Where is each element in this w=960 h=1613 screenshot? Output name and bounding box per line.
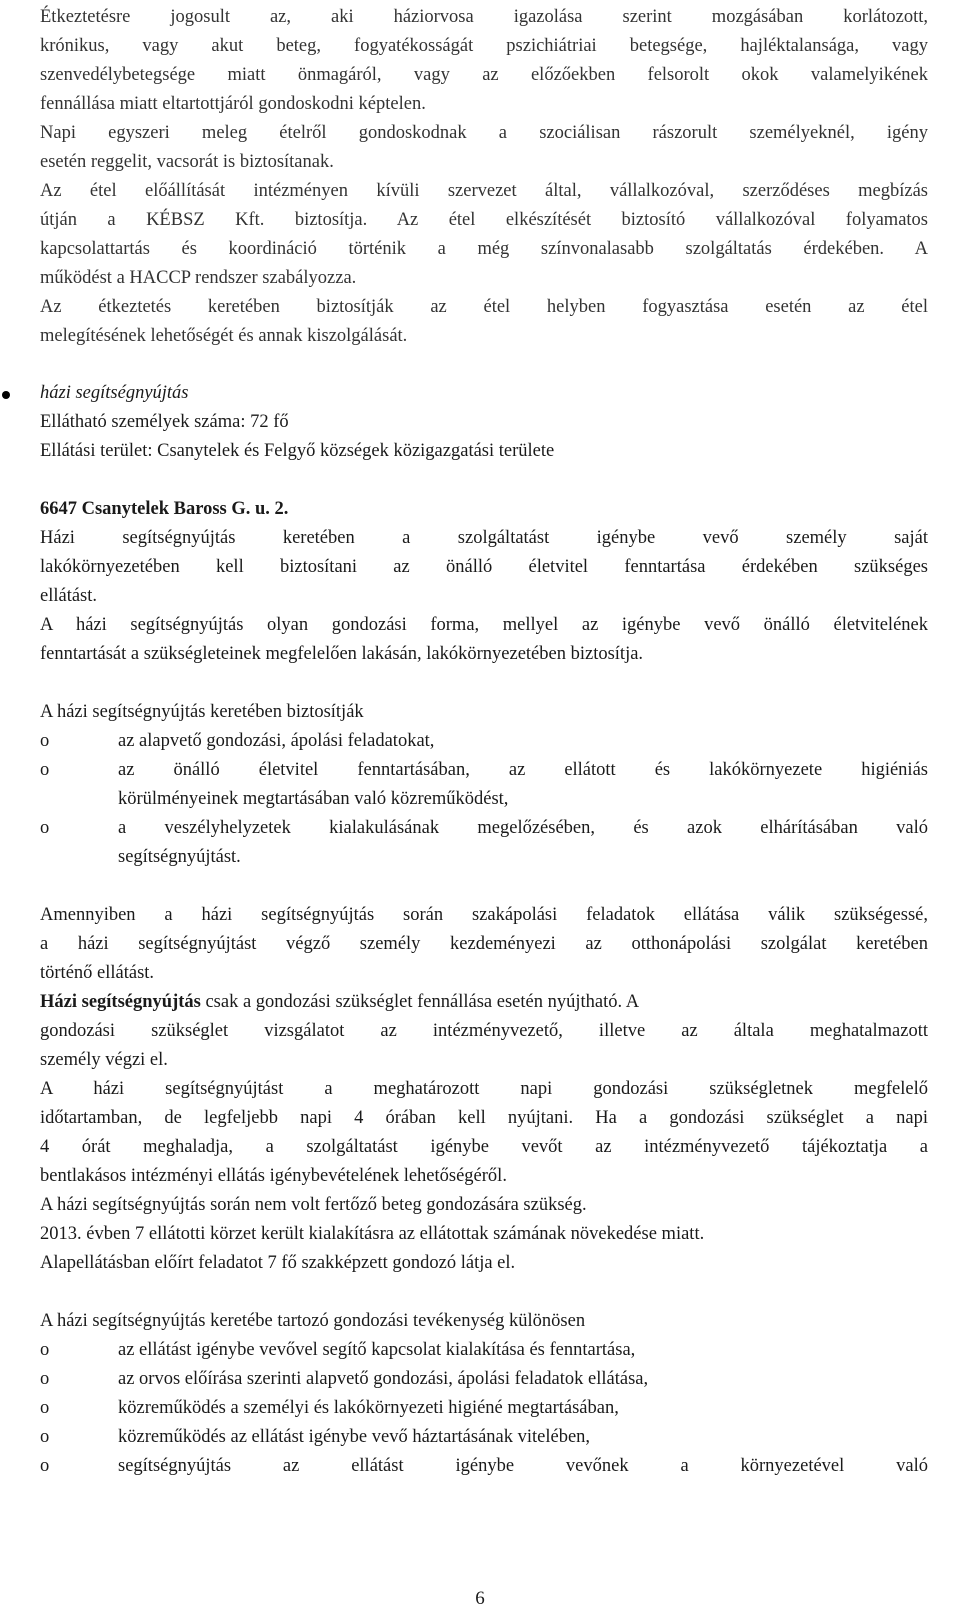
text-line: esetén reggelit, vacsorát is biztosítanak. [40, 152, 334, 172]
text-line: 4 órát meghaladja, a szolgáltatást igénybe vevőt az intézményvezető tájékoztatja a [40, 1137, 928, 1157]
text-line: történő ellátást. [40, 963, 155, 983]
list-item: segítségnyújtás az ellátást igénybe vevőnek a környezetével való [118, 1456, 928, 1476]
bullet-dot-icon [2, 391, 10, 399]
list-item: az önálló életvitel fenntartásában, az ellátott és lakókörnyezete higiéniás [118, 760, 928, 780]
list-item: a veszélyhelyzetek kialakulásának megelőzésében, és azok elhárításában való [118, 818, 928, 838]
text-line: kapcsolattartás és koordináció történik a még színvonalasabb szolgáltatás érdekében. A [40, 239, 928, 259]
text-line: Házi segítségnyújtás keretében a szolgáltatást igénybe vevő személy saját [40, 528, 928, 548]
circle-bullet-icon: o [40, 760, 50, 780]
text-line: A házi segítségnyújtás során nem volt fertőző beteg gondozására szükség. [40, 1195, 587, 1215]
list-item: az orvos előírása szerinti alapvető gondozási, ápolási feladatok ellátása, [118, 1369, 649, 1389]
service-area: Ellátási terület: Csanytelek és Felgyő községek közigazgatási területe [40, 441, 555, 461]
list-intro: A házi segítségnyújtás keretébe tartozó gondozási tevékenység különösen [40, 1311, 586, 1331]
circle-bullet-icon: o [40, 1427, 50, 1447]
text-line: bentlakásos intézményi ellátás igénybevételének lehetőségéről. [40, 1166, 507, 1186]
service-capacity: Ellátható személyek száma: 72 fő [40, 412, 289, 432]
text-line: fennállása miatt eltartottjáról gondoskodni képtelen. [40, 94, 426, 114]
text-line: A házi segítségnyújtás olyan gondozási forma, mellyel az igénybe vevő önálló életvitelének [40, 615, 928, 635]
bold-lead: Házi segítségnyújtás [40, 992, 201, 1012]
service-title: házi segítségnyújtás [40, 383, 189, 403]
text-line: A házi segítségnyújtást a meghatározott napi gondozási szükségletnek megfelelő [40, 1079, 928, 1099]
text-line: szenvedélybetegsége miatt önmagáról, vagy az előzőekben felsorolt okok valamelyikének [40, 65, 928, 85]
text-line: Napi egyszeri meleg ételről gondoskodnak a szociálisan rászorult személyeknél, igény [40, 123, 928, 143]
text-line: a házi segítségnyújtást végző személy kezdeményezi az otthonápolási szolgálat keretében [40, 934, 928, 954]
text-line: krónikus, vagy akut beteg, fogyatékosságát pszichiátriai betegsége, hajléktalansága, vagy [40, 36, 928, 56]
text-line: Az étkeztetés keretében biztosítják az étel helyben fogyasztása esetén az étel [40, 297, 928, 317]
circle-bullet-icon: o [40, 818, 50, 838]
text-line: időtartamban, de legfeljebb napi 4 órában kell nyújtani. Ha a gondozási szükséglet a napi [40, 1108, 928, 1128]
text-line [40, 991, 928, 1015]
text-line: Amennyiben a házi segítségnyújtás során szakápolási feladatok ellátása válik szükségessé, [40, 905, 928, 925]
list-item: az ellátást igénybe vevővel segítő kapcsolat kialakítása és fenntartása, [118, 1340, 636, 1360]
text-line: ellátást. [40, 586, 98, 606]
list-item-continuation: segítségnyújtást. [118, 847, 241, 867]
text-line: 2013. évben 7 ellátotti körzet került kialakításra az ellátottak számának növekedése miatt. [40, 1224, 705, 1244]
text-run: csak a gondozási szükséglet fennállása esetén nyújtható. A [200, 992, 640, 1012]
list-item-continuation: körülményeinek megtartásában való közreműködést, [118, 789, 509, 809]
page-number: 6 [475, 1588, 485, 1609]
text-line: Az étel előállítását intézményen kívüli szervezet által, vállalkozóval, szerződéses megbízás [40, 181, 928, 201]
circle-bullet-icon: o [40, 1340, 50, 1360]
text-line: fenntartását a szükségleteinek megfelelően lakásán, lakókörnyezetében biztosítja. [40, 644, 644, 664]
text-line: útján a KÉBSZ Kft. biztosítja. Az étel elkészítését biztosító vállalkozóval folyamatos [40, 210, 928, 230]
list-item: közreműködés az ellátást igénybe vevő háztartásának vitelében, [118, 1427, 591, 1447]
text-line: működést a HACCP rendszer szabályozza. [40, 268, 357, 288]
circle-bullet-icon: o [40, 1369, 50, 1389]
text-line: lakókörnyezetében kell biztosítani az önálló életvitel fenntartása érdekében szükséges [40, 557, 928, 577]
text-line: személy végzi el. [40, 1050, 168, 1070]
circle-bullet-icon: o [40, 731, 50, 751]
text-line: melegítésének lehetőségét és annak kiszolgálását. [40, 326, 408, 346]
address: 6647 Csanytelek Baross G. u. 2. [40, 499, 289, 519]
circle-bullet-icon: o [40, 1398, 50, 1418]
circle-bullet-icon: o [40, 1456, 50, 1476]
text-line: gondozási szükséglet vizsgálatot az intézményvezető, illetve az általa meghatalmazott [40, 1021, 928, 1041]
list-item: az alapvető gondozási, ápolási feladatokat, [118, 731, 435, 751]
list-intro: A házi segítségnyújtás keretében biztosítják [40, 702, 364, 722]
text-line: Étkeztetésre jogosult az, aki háziorvosa igazolása szerint mozgásában korlátozott, [40, 7, 928, 27]
text-line: Alapellátásban előírt feladatot 7 fő szakképzett gondozó látja el. [40, 1253, 516, 1273]
list-item: közreműködés a személyi és lakókörnyezeti higiéné megtartásában, [118, 1398, 619, 1418]
